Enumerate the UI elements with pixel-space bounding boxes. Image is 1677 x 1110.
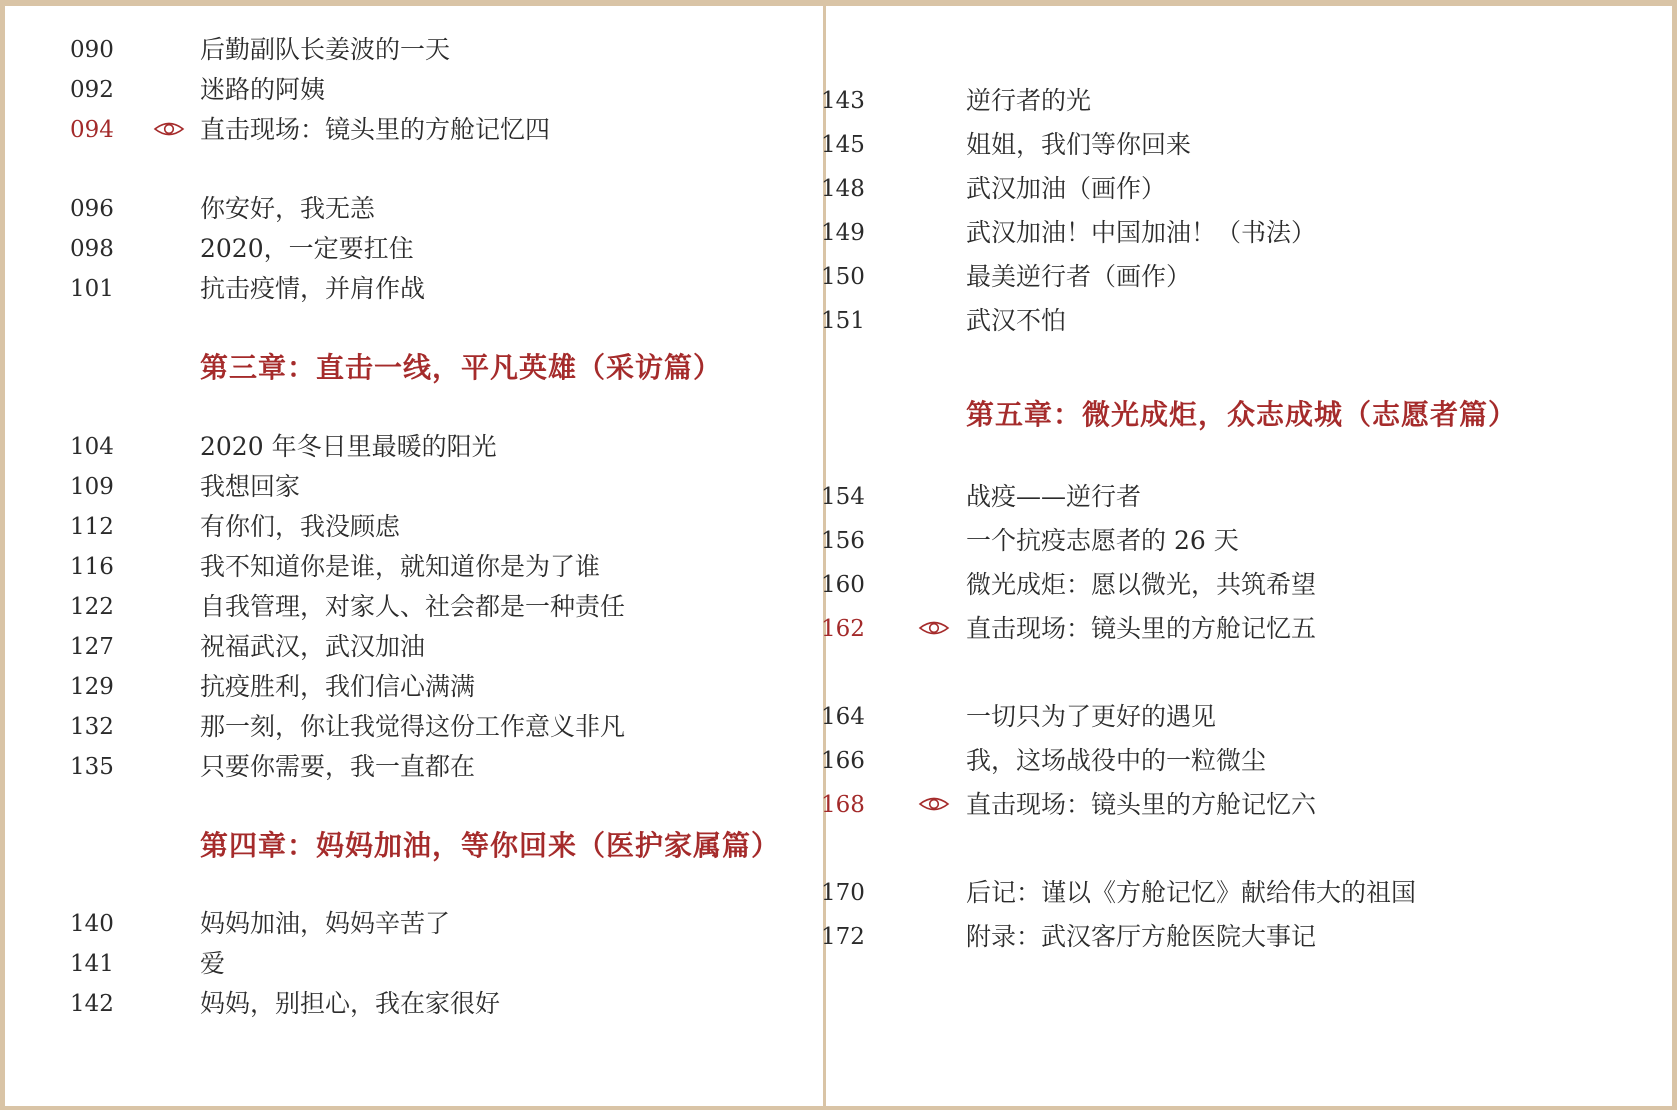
page-number: 141: [70, 951, 114, 977]
entry-title: 武汉不怕: [966, 306, 1067, 335]
page-number: 154: [821, 484, 865, 510]
chapter-heading: 第三章：直击一线，平凡英雄（采访篇）: [200, 351, 723, 384]
page-number: 098: [70, 236, 114, 262]
page-number: 170: [821, 880, 865, 906]
entry-title: 你安好，我无恙: [200, 194, 376, 223]
page-number: 112: [70, 514, 114, 540]
entry-title: 那一刻，你让我觉得这份工作意义非凡: [200, 712, 626, 741]
page-number: 090: [70, 37, 114, 63]
page-number: 162: [821, 616, 865, 642]
entry-title: 后记：谨以《方舱记忆》献给伟大的祖国: [966, 878, 1417, 907]
eye-icon: [918, 618, 950, 638]
page-number: 166: [821, 748, 865, 774]
entry-title: 一个抗疫志愿者的 26 天: [966, 526, 1239, 555]
entry-title: 有你们，我没顾虑: [200, 512, 401, 541]
page-number: 101: [70, 276, 114, 302]
eye-icon: [153, 119, 185, 139]
entry-title: 2020 年冬日里最暖的阳光: [200, 432, 497, 461]
page-number: 140: [70, 911, 114, 937]
entry-title: 抗击疫情，并肩作战: [200, 274, 426, 303]
page-number: 104: [70, 434, 114, 460]
page-number: 094: [70, 117, 114, 143]
page-number: 148: [821, 176, 865, 202]
page-number: 116: [70, 554, 114, 580]
page-number: 150: [821, 264, 865, 290]
page-number: 132: [70, 714, 114, 740]
entry-title: 只要你需要，我一直都在: [200, 752, 476, 781]
entry-title: 迷路的阿姨: [200, 75, 326, 104]
page-number: 149: [821, 220, 865, 246]
entry-title: 微光成炬：愿以微光，共筑希望: [966, 570, 1317, 599]
entry-title: 我，这场战役中的一粒微尘: [966, 746, 1267, 775]
entry-title: 武汉加油（画作）: [966, 174, 1167, 203]
page-number: 164: [821, 704, 865, 730]
page-number: 109: [70, 474, 114, 500]
entry-title: 最美逆行者（画作）: [966, 262, 1192, 291]
toc-page-left: [5, 6, 823, 1106]
entry-title: 直击现场：镜头里的方舱记忆五: [966, 614, 1317, 643]
page-number: 143: [821, 88, 865, 114]
page-number: 156: [821, 528, 865, 554]
page-number: 142: [70, 991, 114, 1017]
entry-title: 姐姐，我们等你回来: [966, 130, 1192, 159]
entry-title: 爱: [200, 949, 226, 978]
chapter-heading: 第四章：妈妈加油，等你回来（医护家属篇）: [200, 829, 781, 862]
page-number: 145: [821, 132, 865, 158]
page-number: 129: [70, 674, 114, 700]
page-number: 172: [821, 924, 865, 950]
entry-title: 后勤副队长姜波的一天: [200, 35, 451, 64]
entry-title: 一切只为了更好的遇见: [966, 702, 1217, 731]
entry-title: 妈妈加油，妈妈辛苦了: [200, 909, 451, 938]
entry-title: 自我管理，对家人、社会都是一种责任: [200, 592, 626, 621]
page-number: 122: [70, 594, 114, 620]
eye-icon: [918, 794, 950, 814]
page-number: 096: [70, 196, 114, 222]
entry-title: 武汉加油！中国加油！（书法）: [966, 218, 1317, 247]
entry-title: 抗疫胜利，我们信心满满: [200, 672, 476, 701]
entry-title: 战疫——逆行者: [966, 482, 1142, 511]
entry-title: 逆行者的光: [966, 86, 1092, 115]
entry-title: 我不知道你是谁，就知道你是为了谁: [200, 552, 601, 581]
page-number: 092: [70, 77, 114, 103]
page-number: 168: [821, 792, 865, 818]
page-number: 127: [70, 634, 114, 660]
page-number: 135: [70, 754, 114, 780]
page-number: 160: [821, 572, 865, 598]
entry-title: 直击现场：镜头里的方舱记忆六: [966, 790, 1317, 819]
toc-page-right: [821, 6, 1672, 1106]
entry-title: 妈妈，别担心，我在家很好: [200, 989, 501, 1018]
entry-title: 祝福武汉，武汉加油: [200, 632, 426, 661]
entry-title: 我想回家: [200, 472, 301, 501]
entry-title: 直击现场：镜头里的方舱记忆四: [200, 115, 551, 144]
entry-title: 附录：武汉客厅方舱医院大事记: [966, 922, 1317, 951]
entry-title: 2020，一定要扛住: [200, 234, 414, 263]
chapter-heading: 第五章：微光成炬，众志成城（志愿者篇）: [966, 398, 1518, 431]
page-number: 151: [821, 308, 865, 334]
